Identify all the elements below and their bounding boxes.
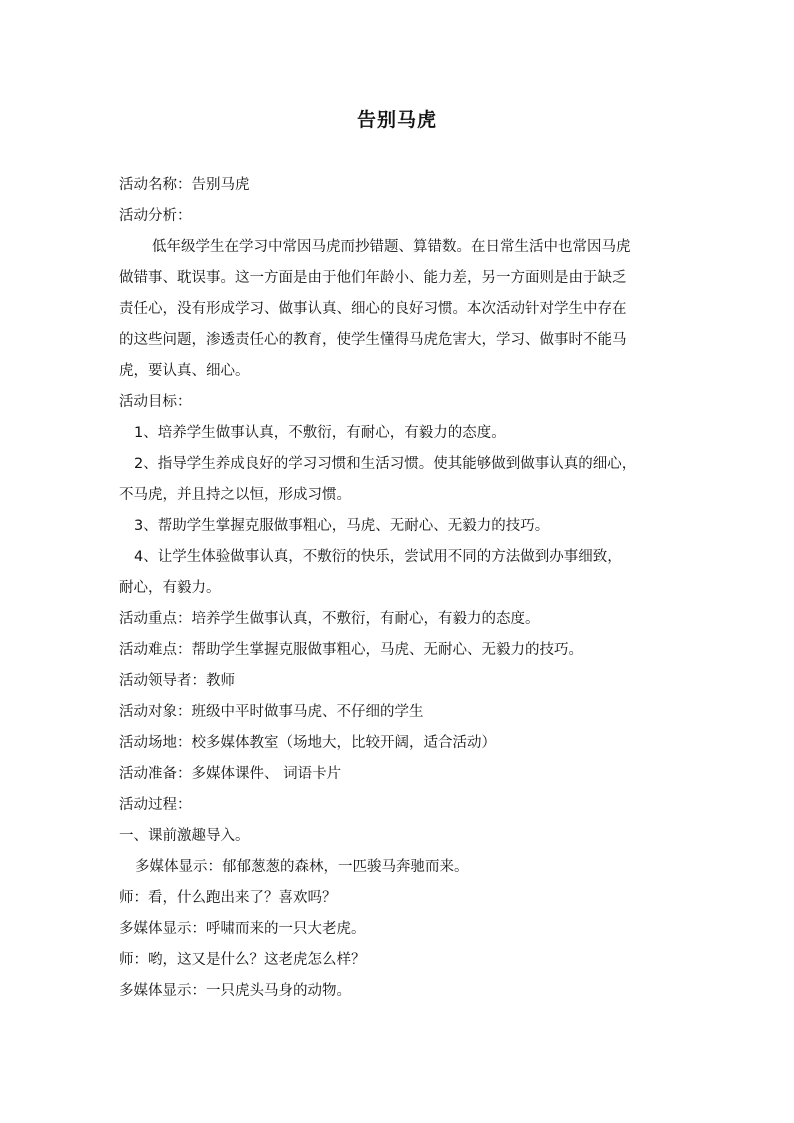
analysis-paragraph-line: 低年级学生在学习中常因马虎而抄错题、算错数。在日常生活中也常因马虎 [152, 239, 631, 255]
activity-name-line: 活动名称：告别马虎 [119, 177, 250, 193]
activity-preparation-line: 活动准备：多媒体课件、 词语卡片 [119, 766, 342, 782]
goal-item-2-continuation: 不马虎，并且持之以恒，形成习惯。 [119, 487, 351, 503]
goal-item-1: 1、培养学生做事认真，不敷衍，有耐心，有毅力的态度。 [134, 425, 506, 441]
document-title: 告别马虎 [356, 109, 437, 131]
analysis-paragraph-line: 虎，要认真、细心。 [119, 363, 250, 379]
multimedia-display-line: 多媒体显示：一只虎头马身的动物。 [119, 983, 351, 999]
teacher-line: 师：看，什么跑出来了？喜欢吗？ [119, 890, 337, 906]
teacher-line: 师：哟，这又是什么？这老虎怎么样？ [119, 952, 366, 968]
activity-goals-heading: 活动目标： [119, 394, 192, 410]
goal-item-4-continuation: 耐心，有毅力。 [119, 580, 221, 596]
analysis-paragraph-line: 的这些问题，渗透责任心的教育，使学生懂得马虎危害大，学习、做事时不能马 [119, 332, 627, 348]
multimedia-display-line: 多媒体显示：郁郁葱葱的森林，一匹骏马奔驰而来。 [135, 859, 469, 875]
analysis-paragraph-line: 责任心，没有形成学习、做事认真、细心的良好习惯。本次活动针对学生中存在 [119, 301, 627, 317]
activity-target-line: 活动对象：班级中平时做事马虎、不仔细的学生 [119, 704, 424, 720]
goal-item-2: 2、指导学生养成良好的学习习惯和生活习惯。使其能够做到做事认真的细心， [134, 456, 637, 472]
multimedia-display-line: 多媒体显示：呼啸而来的一只大老虎。 [119, 921, 366, 937]
activity-analysis-heading: 活动分析： [119, 208, 192, 224]
process-step-heading: 一、课前激趣导入。 [119, 828, 250, 844]
activity-venue-line: 活动场地：校多媒体教室（场地大，比较开阔，适合活动） [119, 735, 496, 751]
activity-leader-line: 活动领导者：教师 [119, 673, 235, 689]
goal-item-3: 3、帮助学生掌握克服做事粗心，马虎、无耐心、无毅力的技巧。 [134, 518, 550, 534]
goal-item-4: 4、让学生体验做事认真，不敷衍的快乐，尝试用不同的方法做到办事细致， [134, 549, 622, 565]
analysis-paragraph-line: 做错事、耽误事。这一方面是由于他们年龄小、能力差，另一方面则是由于缺乏 [119, 270, 627, 286]
document-body [119, 170, 679, 1007]
activity-process-heading: 活动过程： [119, 797, 192, 813]
activity-difficulty-line: 活动难点：帮助学生掌握克服做事粗心，马虎、无耐心、无毅力的技巧。 [119, 642, 583, 658]
activity-focus-line: 活动重点：培养学生做事认真，不敷衍，有耐心，有毅力的态度。 [119, 611, 540, 627]
